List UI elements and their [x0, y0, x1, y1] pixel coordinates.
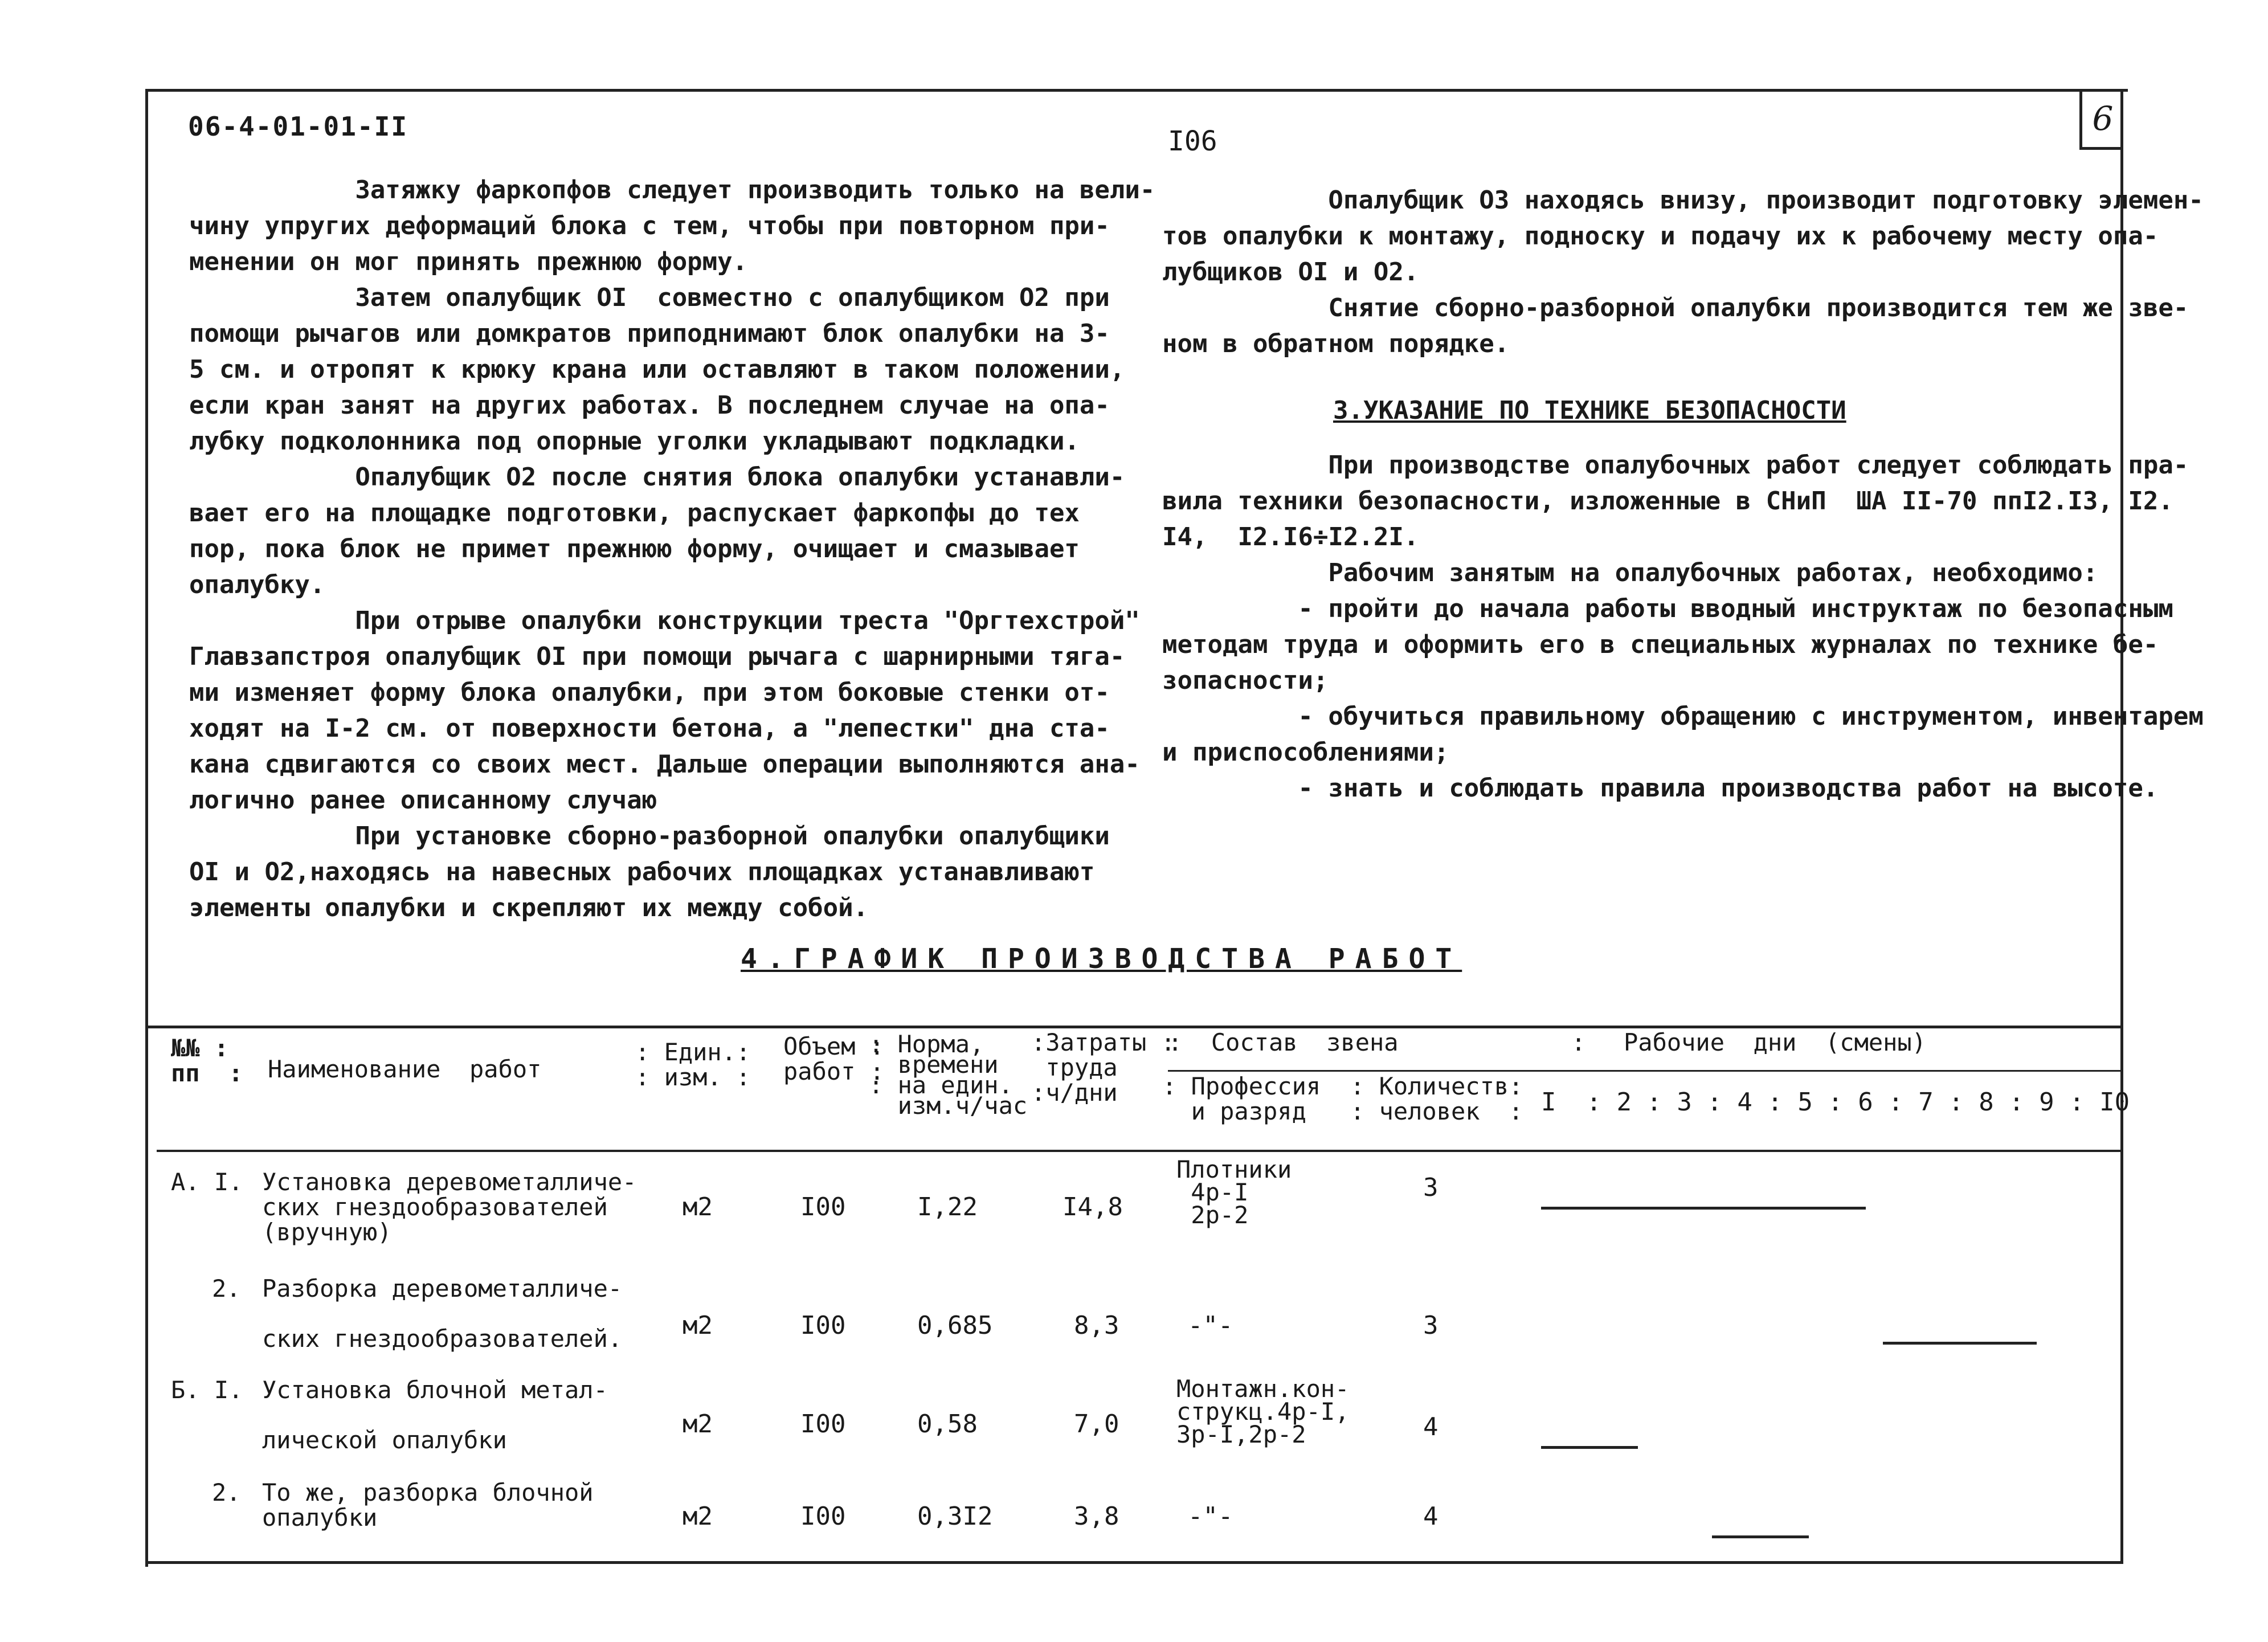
safety-text-column [1162, 447, 2204, 806]
text-line: тов опалубки к монтажу, подноску и подачу их к рабочему месту опа- [1162, 222, 2159, 251]
row-2-volume: I00 [800, 1311, 846, 1340]
row-1-num: А. I. [171, 1168, 243, 1196]
row-4-name: То же, разборка блочной опалубки [262, 1478, 594, 1531]
right-text-column [1162, 182, 2204, 362]
row-4-num: 2. [212, 1478, 241, 1506]
row-3-unit: м2 [683, 1410, 713, 1439]
text-line: При производстве опалубочных работ следует соблюдать пра- [1162, 451, 2189, 480]
row-1-labor: I4,8 [1063, 1192, 1123, 1222]
col-header-norm: : Норма, времени : на един. изм.ч/час [869, 1030, 1028, 1120]
text-line: помощи рычагов или домкратов приподнимают блок опалубки на 3- [189, 319, 1110, 348]
row-2-unit: м2 [683, 1311, 713, 1340]
row-2-count: 3 [1423, 1311, 1439, 1340]
row-4-norm: 0,3I2 [917, 1502, 993, 1531]
text-line: пор, пока блок не примет прежнюю форму, очищает и смазывает [189, 534, 1080, 563]
col-header-workdays: Рабочие дни (смены) [1624, 1028, 1927, 1056]
col-header-volume: Объем : работ : [783, 1032, 885, 1085]
col-header-num: №№ : пп : [171, 1034, 243, 1087]
text-line: Опалубщик О2 после снятия блока опалубки устанавли- [189, 463, 1125, 492]
text-line: лубщиков ОI и О2. [1162, 258, 1419, 287]
frame-bottom-border [145, 1561, 2122, 1564]
text-line: Снятие сборно-разборной опалубки производится тем же зве- [1162, 293, 2189, 322]
text-line: - обучиться правильному обращению с инструментом, инвентарем [1162, 702, 2204, 731]
text-line: ми изменяет форму блока опалубки, при этом боковые стенки от- [189, 678, 1110, 707]
col-header-profession: : Профессия и разряд [1162, 1072, 1321, 1125]
text-line: Главзапстроя опалубщик ОI при помощи рычага с шарнирными тяга- [189, 642, 1125, 671]
col-header-count: : Количеств: : человек : [1350, 1072, 1523, 1125]
text-line: методам труда и оформить его в специальных журналах по технике бе- [1162, 630, 2159, 659]
col-header-unit: : Един.: : изм. : [635, 1038, 751, 1091]
schedule-heading: 4.ГРАФИК ПРОИЗВОДСТВА РАБОТ [741, 943, 1462, 975]
text-line: - пройти до начала работы вводный инструктаж по безопасным [1162, 594, 2173, 623]
row-4-labor: 3,8 [1074, 1502, 1119, 1531]
text-line: При установке сборно-разборной опалубки опалубщики [189, 822, 1110, 851]
section-3-heading: 3.УКАЗАНИЕ ПО ТЕХНИКЕ БЕЗОПАСНОСТИ [1333, 396, 1846, 425]
text-line: если кран занят на других работах. В последнем случае на опа- [189, 391, 1110, 420]
frame-left-border [145, 90, 148, 1567]
text-line: вает его на площадке подготовки, распускает фаркопфы до тех [189, 499, 1080, 528]
text-line: опалубку. [189, 570, 325, 599]
table-header-bottom-rule [157, 1150, 2122, 1152]
row-2-labor: 8,3 [1074, 1311, 1119, 1340]
text-line: I4, I2.I6÷I2.2I. [1162, 522, 1419, 552]
schedule-bar [1712, 1535, 1809, 1538]
row-2-num: 2. [212, 1275, 241, 1302]
text-line: Затем опалубщик ОI совместно с опалубщиком О2 при [189, 283, 1110, 312]
row-3-volume: I00 [800, 1410, 846, 1439]
document-code: 06-4-01-01-II [188, 111, 408, 142]
text-line: вила техники безопасности, изложенные в СНиП ШA II-70 ппI2.I3, I2. [1162, 487, 2173, 516]
frame-top-border [145, 89, 2128, 92]
schedule-bar [1541, 1446, 1638, 1449]
row-3-num: Б. I. [171, 1376, 243, 1404]
row-3-norm: 0,58 [917, 1410, 978, 1439]
text-line: Опалубщик О3 находясь внизу, производит подготовку элемен- [1162, 186, 2204, 215]
col-header-day-numbers: I : 2 : 3 : 4 : 5 : 6 : 7 : 8 : 9 : I0 [1541, 1088, 2130, 1117]
row-1-name: Установка деревометалличе- ских гнездообразователей (вручную) [262, 1168, 637, 1246]
row-3-labor: 7,0 [1074, 1410, 1119, 1439]
text-line: ОI и О2,находясь на навесных рабочих площадках устанавливают [189, 857, 1095, 887]
schedule-bar [1883, 1342, 2037, 1345]
text-line: зопасности; [1162, 666, 1329, 695]
text-line: Рабочим занятым на опалубочных работах, необходимо: [1162, 558, 2098, 587]
left-text-column [189, 172, 1155, 926]
row-4-unit: м2 [683, 1502, 713, 1531]
table-subheader-rule [1168, 1070, 2122, 1072]
schedule-bar [1541, 1207, 1866, 1210]
row-3-count: 4 [1423, 1412, 1439, 1441]
row-3-profession: Монтажн.кон- струкц.4р-I, 3р-I,2р-2 [1176, 1375, 1350, 1448]
text-line: кана сдвигаются со своих мест. Дальше операции выполняются ана- [189, 750, 1140, 779]
text-line: - знать и соблюдать правила производства работ на высоте. [1162, 774, 2159, 803]
col-header-labor: :Затраты : труда :ч/дни [1031, 1028, 1175, 1106]
text-line: и приспособлениями; [1162, 738, 1449, 767]
text-line: чину упругих деформаций блока с тем, чтобы при повторном при- [189, 211, 1110, 240]
row-1-count: 3 [1423, 1173, 1439, 1202]
text-line: Затяжку фаркопфов следует производить только на вели- [189, 175, 1155, 205]
row-2-profession: -"- [1188, 1311, 1233, 1340]
text-line: 5 см. и отропят к крюку крана или оставляют в таком положении, [189, 355, 1125, 384]
text-line: лубку подколонника под опорные уголки укладывают подкладки. [189, 427, 1080, 456]
text-line: ходят на I-2 см. от поверхности бетона, а "лепестки" дна ста- [189, 714, 1110, 743]
text-line: менении он мог принять прежнюю форму. [189, 247, 748, 276]
page-number: I06 [1168, 125, 1217, 157]
text-line: При отрыве опалубки конструкции треста "Оргтехстрой" [189, 606, 1140, 635]
row-2-name: Разборка деревометалличе- ских гнездообразователей. [262, 1275, 623, 1353]
col-header-crew: : Состав звена : [1168, 1028, 1586, 1056]
row-4-count: 4 [1423, 1502, 1439, 1531]
row-2-norm: 0,685 [917, 1311, 993, 1340]
sheet-number: 6 [2092, 99, 2114, 138]
row-1-unit: м2 [683, 1192, 713, 1222]
row-1-volume: I00 [800, 1192, 846, 1222]
text-line: ном в обратном порядке. [1162, 329, 1510, 358]
col-header-name: Наименование работ [268, 1055, 542, 1083]
sheet-number-box [2079, 90, 2123, 150]
row-1-norm: I,22 [917, 1192, 978, 1222]
row-3-name: Установка блочной метал- лической опалубки [262, 1376, 608, 1454]
text-line: элементы опалубки и скрепляют их между собой. [189, 893, 869, 922]
text-line: логично ранее описанному случаю [189, 786, 657, 815]
row-4-profession: -"- [1188, 1502, 1233, 1531]
row-1-profession: Плотники 4р-I 2р-2 [1176, 1155, 1292, 1229]
row-4-volume: I00 [800, 1502, 846, 1531]
